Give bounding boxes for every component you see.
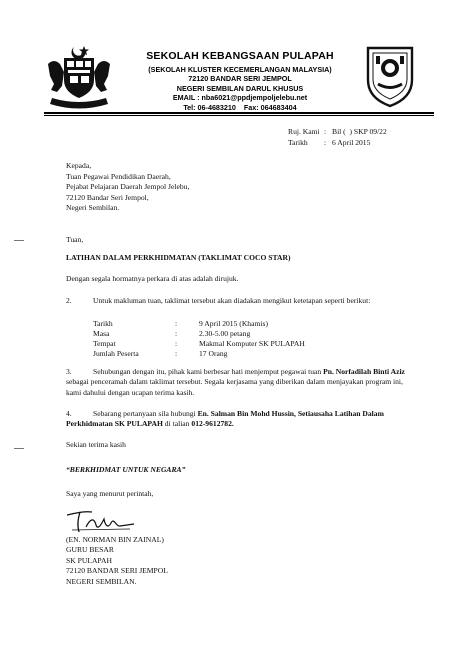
school-cluster: (SEKOLAH KLUSTER KECEMERLANGAN MALAYSIA)	[148, 65, 332, 74]
details-label: Tarikh	[93, 319, 113, 328]
para4-number: 4.	[66, 409, 72, 418]
recipient-line1: Tuan Pegawai Pendidikan Daerah,	[66, 171, 171, 181]
letterhead-rule-thick	[44, 112, 434, 114]
details-label: Masa	[93, 329, 110, 338]
recipient-kepada: Kepada,	[66, 161, 92, 170]
details-value: Makmal Komputer SK PULAPAH	[199, 339, 305, 348]
details-value: 2.30-5.00 petang	[199, 329, 251, 338]
salutation: Tuan,	[66, 235, 84, 244]
para3-text-a: Sehubungan dengan itu, pihak kami berbesar hati menjemput pegawai tuan	[93, 367, 324, 376]
para4-text	[66, 409, 418, 430]
date-value: 6 April 2015	[332, 138, 371, 147]
date-label: Tarikh	[288, 138, 308, 147]
recipient-line4: Negeri Sembilan.	[66, 203, 120, 213]
signatory-address2: NEGERI SEMBILAN.	[66, 576, 137, 586]
school-email: EMAIL : nba6021@ppdjempoljelebu.net	[172, 93, 308, 103]
signatory-block	[66, 535, 168, 587]
signatory-name: (EN. NORMAN BIN ZAINAL)	[66, 535, 164, 544]
malaysia-coat-of-arms-icon	[44, 44, 114, 110]
contact-person: En. Salman Bin Mohd Hussin, Setiausaha Latihan Dalam Perkhidmatan SK PULAPAH	[66, 409, 384, 429]
motto: “BERKHIDMAT UNTUK NEGARA”	[66, 465, 186, 474]
invited-speaker-name: Pn. Norfadilah Binti Aziz	[323, 367, 405, 376]
signatory-title: GURU BESAR	[66, 545, 114, 555]
school-badge-icon	[364, 44, 416, 108]
scan-mark	[14, 240, 24, 241]
scan-mark	[14, 448, 24, 449]
school-phone-fax: Tel: 06-4683210 Fax: 064683404	[183, 102, 297, 112]
letterhead	[118, 50, 362, 112]
recipient-line3: 72120 Bandar Seri Jempol,	[66, 192, 149, 202]
details-colon: :	[175, 339, 178, 348]
para4-text-a: Sebarang pertanyaan sila hubungi	[93, 409, 198, 418]
details-colon: :	[175, 329, 178, 338]
details-colon: :	[175, 349, 178, 358]
ruj-label: Ruj. Kami	[288, 127, 320, 136]
details-value: 17 Orang	[199, 349, 228, 358]
subject-line: LATIHAN DALAM PERKHIDMATAN (TAKLIMAT COCO STAR)	[66, 253, 291, 262]
school-name: SEKOLAH KEBANGSAAN PULAPAH	[146, 50, 334, 62]
signatory-school: SK PULAPAH	[66, 555, 112, 565]
details-label: Tempat	[93, 339, 116, 348]
details-label: Jumlah Peserta	[93, 349, 139, 358]
para3-text-c: sebagai penceramah dalam taklimat tersebut. Segala kerjasama yang diberikan dalam menjayakan program ini, kami dahului dengan ucapan terima kasih.	[66, 377, 403, 397]
details-colon: :	[175, 319, 178, 328]
contact-phone: 012-9612782.	[191, 419, 234, 429]
para4-text-c: di talian	[162, 419, 192, 429]
reference-values	[332, 126, 387, 148]
para3-number: 3.	[66, 367, 72, 376]
closing-line: Sekian terima kasih	[66, 440, 126, 449]
recipient-line2: Pejabat Pelajaran Daerah Jempol Jelebu,	[66, 182, 190, 192]
sign-off: Saya yang menurut perintah,	[66, 489, 154, 498]
ruj-value: Bil ( ) SKP 09/22	[332, 127, 387, 136]
school-address-line2: NEGERI SEMBILAN DARUL KHUSUS	[176, 83, 304, 93]
para2-number: 2.	[66, 296, 72, 305]
signatory-address1: 72120 BANDAR SERI JEMPOL	[66, 566, 168, 576]
para2-text: Untuk makluman tuan, taklimat tersebut akan diadakan mengikut ketetapan seperti berikut:	[93, 296, 371, 305]
school-address-line1: 72120 BANDAR SERI JEMPOL	[188, 74, 292, 84]
reference-labels	[288, 126, 320, 148]
date-colon: :	[324, 138, 327, 147]
para3-text	[66, 367, 418, 398]
opening-line: Dengan segala hormatnya perkara di atas adalah dirujuk.	[66, 274, 239, 283]
letterhead-rule-thin	[44, 115, 434, 116]
reference-colons	[324, 126, 326, 148]
handwritten-signature	[64, 505, 136, 535]
recipient-block	[66, 161, 189, 214]
ruj-colon: :	[324, 127, 327, 136]
details-value: 9 April 2015 (Khamis)	[199, 319, 268, 328]
